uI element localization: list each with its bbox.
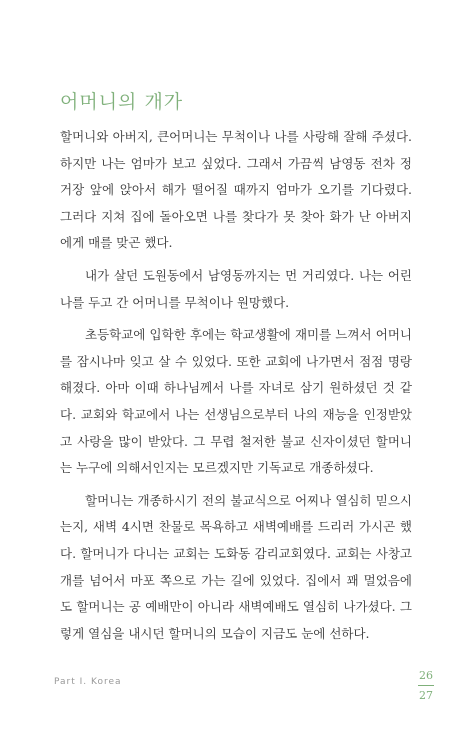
page-number-divider [418, 685, 434, 686]
page-number-right: 27 [419, 689, 433, 702]
body-text [60, 124, 412, 647]
paragraph-2: 내가 살던 도원동에서 남영동까지는 먼 거리였다. 나는 어린 나를 두고 간 어머니를 무척이나 원망했다. [60, 267, 412, 310]
paragraph-4: 할머니는 개종하시기 전의 불교식으로 어찌나 열심히 믿으시는지, 새벽 4시면 찬물로 목욕하고 새벽예배를 드리러 가시곤 했다. 할머니가 다니는 교회는 도화동 감리교회였다. 교회는 사창고개를 넘어서 마포 쪽으로 가는 길에 있었다. 집에서 꽤 멀었음에도 할머니는 공 예배만이 아니라 새벽예배도 열심히 나가셨다. 그렇게 열심을 내시던 할머니의 모습이 지금도 눈에 선하다. [60, 492, 412, 641]
paragraph-3: 초등학교에 입학한 후에는 학교생활에 재미를 느껴서 어머니를 잠시나마 잊고 살 수 있었다. 또한 교회에 나가면서 점점 명랑해졌다. 아마 이때 하나님께서 나를 자녀로 삼기 원하셨던 것 같다. 교회와 학교에서 나는 선생님으로부터 나의 재능을 인정받았고 사랑을 많이 받았다. 그 무렵 철저한 불교 신자이셨던 할머니는 누구에 의해서인지는 모르겠지만 기독교로 개종하셨다. [60, 327, 412, 476]
page-number-left: 26 [419, 669, 433, 682]
page-numbers [411, 669, 441, 702]
chapter-title: 어머니의 개가 [60, 90, 184, 113]
running-head: Part I. Korea [54, 677, 122, 687]
paragraph-1: 할머니와 아버지, 큰어머니는 무척이나 나를 사랑해 잘해 주셨다. 하지만 나는 엄마가 보고 싶었다. 그래서 가끔씩 남영동 전차 정거장 앞에 앉아서 해가 떨어질 때까지 엄마가 오기를 기다렸다. 그러다 지쳐 집에 돌아오면 나를 찾다가 못 찾아 화가 난 아버지에게 매를 맞곤 했다. [60, 129, 412, 251]
